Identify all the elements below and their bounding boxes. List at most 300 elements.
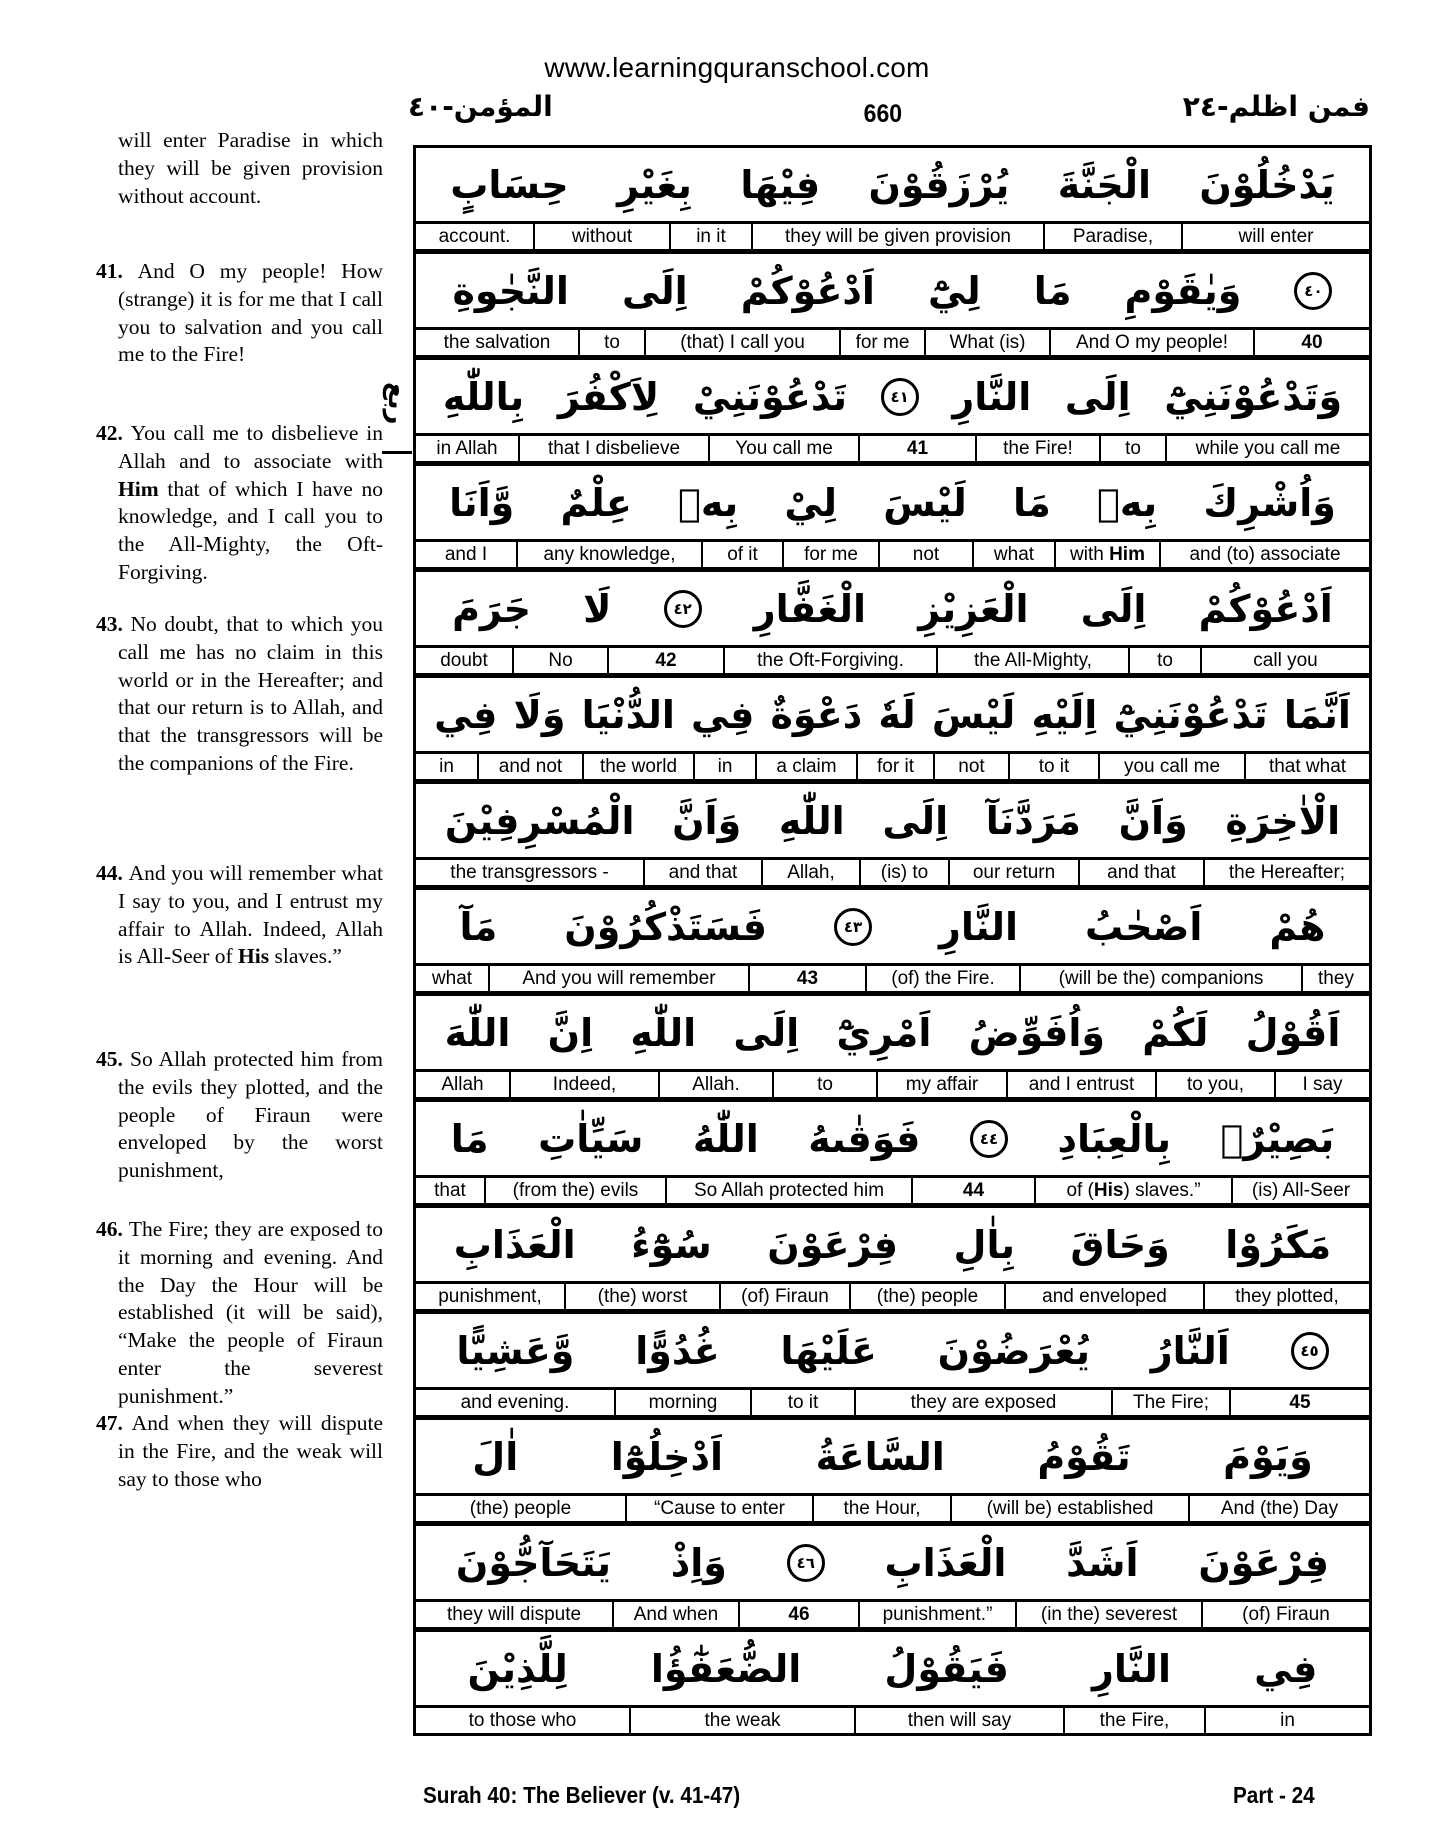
verse-row (416, 466, 1369, 572)
emphasis-text: Him (1109, 544, 1145, 565)
word-translation-cell (1080, 860, 1205, 885)
arabic-word: فَيَقُوْلُ (884, 1646, 1009, 1691)
word-translation-cell (416, 1178, 486, 1203)
arabic-word: اللّٰهِ (630, 1010, 697, 1055)
translation-text: account. (438, 226, 511, 247)
arabic-word: اِلَى (1080, 586, 1147, 631)
arabic-word: بِاللّٰهِ (442, 374, 525, 419)
arabic-word: اللّٰهَ (444, 1010, 511, 1055)
arabic-line (416, 254, 1369, 330)
word-translation-cell (1203, 1602, 1369, 1627)
arabic-word: اَصْحٰبُ (1084, 904, 1203, 949)
arabic-word: اَنَّمَا (1283, 692, 1351, 737)
translation-text: to (604, 332, 620, 353)
word-translation-cell (1006, 1284, 1205, 1309)
arabic-word: وَتَدْعُوْنَنِيْٓ (1164, 374, 1343, 419)
arabic-line (416, 466, 1369, 542)
word-translation-cell (974, 542, 1056, 567)
verse-number: 46. (96, 1217, 129, 1241)
translation-text: and evening. (460, 1392, 570, 1413)
arabic-word: وَيَوْمَ (1223, 1434, 1313, 1479)
verse-text: slaves.” (269, 944, 342, 969)
rub-marker-icon: ربع (382, 355, 412, 454)
verse-number: 41. (96, 259, 138, 283)
english-verse (96, 860, 384, 971)
translation-text: then will say (907, 1710, 1012, 1731)
word-translation-cell (753, 224, 1045, 249)
arabic-word: لِيْ (784, 480, 838, 525)
verse-row (416, 784, 1369, 890)
arabic-word: اَدْعُوْكُمْ (1198, 586, 1333, 631)
arabic-word: مَرَدَّنَآ (985, 798, 1081, 843)
word-translation-cell (1065, 1708, 1206, 1733)
translation-text: You call me (735, 438, 833, 459)
arabic-word: وَاُفَوِّضُ (968, 1010, 1106, 1055)
translation-text: of ( (1066, 1180, 1094, 1201)
verse-number-cell (1231, 1390, 1369, 1415)
translation-text: and that (1107, 862, 1176, 883)
arabic-word: لِلَّذِيْنَ (467, 1646, 568, 1691)
word-translation-cell (977, 436, 1101, 461)
verse-text: The Fire; they are exposed to it morning and evening. And the Day the Hour will be established (it will be said), “Make the people of Firaun enter the severest punishment.” (118, 1217, 383, 1408)
word-translation-cell (416, 648, 514, 673)
verse-number-cell (609, 648, 725, 673)
word-translation-cell (660, 1072, 774, 1097)
english-verse (96, 611, 383, 778)
arabic-word: وَيٰقَوْمِ (1124, 268, 1242, 313)
website-url: www.learningquranschool.com (544, 52, 930, 83)
verse-row (416, 890, 1369, 996)
arabic-line (416, 360, 1369, 436)
arabic-word: لَيْسَ (883, 480, 967, 525)
word-translation-cell (616, 1390, 752, 1415)
translation-text: while you call me (1195, 438, 1341, 459)
arabic-word: تَدْعُوْنَنِيْٓ (1113, 692, 1268, 737)
translation-text: they (1318, 968, 1354, 989)
word-translation-cell (627, 1496, 814, 1521)
arabic-word: مَا (1033, 268, 1072, 313)
translation-text: And when (633, 1604, 719, 1625)
word-translation-cell (1183, 224, 1369, 249)
translation-text: and enveloped (1042, 1286, 1167, 1307)
translation-text: 46 (788, 1604, 810, 1625)
word-translation-cell (584, 754, 695, 779)
english-verse (96, 1046, 383, 1185)
translation-text: to (817, 1074, 833, 1095)
word-translation-cell (1205, 860, 1369, 885)
translation-text: the Fire, (1099, 1710, 1170, 1731)
word-translation-cell (1233, 1178, 1369, 1203)
translation-text: punishment, (438, 1286, 542, 1307)
word-translation-cell (416, 224, 535, 249)
verse-number-cell (750, 966, 867, 991)
arabic-word: الْجَنَّةَ (1057, 162, 1152, 207)
translation-text: No (548, 650, 573, 671)
translation-text: to it (787, 1392, 819, 1413)
ayah-end-marker-icon: ٤٢ (664, 590, 702, 628)
translation-text: they will dispute (446, 1604, 582, 1625)
translation-text: (of) Firaun (741, 1286, 829, 1307)
word-translation-cell (703, 542, 784, 567)
translation-text: and not (498, 756, 563, 777)
word-translation-cell (950, 860, 1080, 885)
translation-text: and I entrust (1028, 1074, 1135, 1095)
verse-text: You call me to disbelieve in Allah and to associate with (118, 421, 383, 473)
word-translation-cell (1202, 648, 1369, 673)
english-verse (96, 1216, 383, 1411)
word-translation-cell (416, 1496, 627, 1521)
word-translation-cell (774, 1072, 878, 1097)
translation-text: (of) Firaun (1242, 1604, 1330, 1625)
translation-text: my affair (905, 1074, 979, 1095)
word-translation-cell (725, 648, 938, 673)
emphasis-text: Him (118, 476, 159, 501)
word-translation-cell (631, 1708, 856, 1733)
ayah-end-marker-icon: ٤٦ (787, 1544, 825, 1582)
arabic-word: وَاَنَّ (1118, 798, 1188, 843)
verse-row (416, 1102, 1369, 1208)
arabic-word: يُعْرَضُوْنَ (937, 1328, 1091, 1373)
arabic-word: وَّعَشِيًّا (456, 1328, 575, 1373)
word-translation-cell (757, 754, 858, 779)
translation-text: that (434, 1180, 466, 1201)
word-translation-cell (1246, 754, 1369, 779)
translation-text: what (431, 968, 473, 989)
translation-text: without (571, 226, 633, 247)
arabic-word: الْعَزِيْزِ (918, 586, 1029, 631)
translation-text: to (1125, 438, 1141, 459)
arabic-word: مَكَرُوْا (1225, 1222, 1332, 1267)
emphasis-text: His (238, 944, 270, 969)
arabic-word: لَيْسَ (931, 692, 1016, 737)
translation-text: the Oft-Forgiving. (757, 650, 904, 671)
arabic-word: اٰلَ (472, 1434, 519, 1479)
word-translation-cell (416, 1602, 614, 1627)
word-translation-cell (1017, 1602, 1203, 1627)
translation-text: the world (599, 756, 678, 777)
word-translation-cell (1157, 1072, 1276, 1097)
arabic-line (416, 148, 1369, 224)
word-translation-cell (763, 860, 861, 885)
arabic-word: الْمُسْرِفِيْنَ (444, 798, 635, 843)
word-translation-cell (645, 860, 763, 885)
arabic-word: لَكُمْ (1142, 1010, 1209, 1055)
translation-text: that what (1268, 756, 1347, 777)
word-translation-cell (856, 1708, 1065, 1733)
word-translation-cell (518, 542, 703, 567)
translation-line (416, 542, 1369, 572)
translation-text: the All-Mighty, (974, 650, 1092, 671)
word-translation-cell (1130, 648, 1202, 673)
arabic-word: فِرْعَوْنَ (767, 1222, 899, 1267)
word-translation-cell (1190, 1496, 1369, 1521)
word-translation-cell (1036, 1178, 1233, 1203)
word-translation-cell (1276, 1072, 1369, 1097)
arabic-word: بِهٖ (1097, 480, 1158, 525)
verse-number: 42. (96, 421, 131, 445)
translation-text: in (717, 756, 733, 777)
verse-row (416, 572, 1369, 678)
translation-line (416, 1178, 1369, 1208)
arabic-word: الْعَذَابِ (453, 1222, 576, 1267)
ayah-end-marker-icon: ٤١ (881, 378, 919, 416)
translation-text: (is) All-Seer (1251, 1180, 1351, 1201)
translation-line (416, 436, 1369, 466)
arabic-word: غُدُوًّا (635, 1328, 720, 1373)
arabic-word: الْاٰخِرَةِ (1225, 798, 1341, 843)
word-translation-cell (867, 966, 1021, 991)
translation-text: and (to) associate (1189, 544, 1341, 565)
translation-text: to you, (1186, 1074, 1245, 1095)
arabic-word: بِغَيْرِ (617, 162, 692, 207)
translation-text: Indeed, (552, 1074, 617, 1095)
translation-text: (the) people (469, 1498, 572, 1519)
arabic-line (416, 890, 1369, 966)
arabic-word: فِي (691, 692, 755, 737)
translation-text: in (1280, 1710, 1295, 1731)
translation-line (416, 754, 1369, 784)
arabic-word: بِاٰلِ (953, 1222, 1016, 1267)
translation-text: the weak (704, 1710, 781, 1731)
ayah-end-marker-icon: ٤٠ (1294, 272, 1332, 310)
word-translation-cell (1100, 754, 1246, 779)
arabic-word: عَلَيْهَا (780, 1328, 877, 1373)
arabic-word: سَيِّاٰتِ (538, 1116, 644, 1161)
word-translation-cell (1303, 966, 1369, 991)
word-translation-cell (1113, 1390, 1231, 1415)
arabic-line (416, 1208, 1369, 1284)
arabic-word: فِي (1254, 1646, 1318, 1691)
verse-number-cell (740, 1602, 860, 1627)
verse-row (416, 1314, 1369, 1420)
arabic-word: اللّٰهُ (692, 1116, 759, 1161)
verse-text: And you will remember what I say to you, and I entrust my affair to Allah. Indeed, Allah is All-Seer of (118, 861, 384, 969)
word-translation-cell (416, 1072, 511, 1097)
word-translation-cell (880, 542, 974, 567)
translation-text: 41 (906, 438, 929, 459)
part-name-arabic: فمن اظلم-٢٤ (1182, 90, 1370, 123)
verse-number: 47. (96, 1411, 132, 1435)
translation-line (416, 1708, 1369, 1733)
verse-number: 44. (96, 861, 129, 885)
translation-text: (in the) severest (1040, 1604, 1178, 1625)
arabic-word: النَّارِ (939, 904, 1018, 949)
translation-text: And O my people! (1075, 332, 1229, 353)
translation-text: in it (696, 226, 726, 247)
arabic-word: تَدْعُوْنَنِيْ (692, 374, 848, 419)
arabic-word: فَوَقٰىهُ (808, 1116, 921, 1161)
translation-text: (is) to (880, 862, 929, 883)
word-by-word-grid (413, 145, 1372, 1736)
translation-text: “Cause to enter (654, 1498, 785, 1519)
word-translation-cell (860, 1602, 1017, 1627)
ayah-end-marker-icon: ٤٥ (1291, 1332, 1329, 1370)
word-translation-cell (1021, 966, 1303, 991)
translation-text: not (958, 756, 985, 777)
word-translation-cell (814, 1496, 952, 1521)
word-translation-cell (535, 224, 671, 249)
word-translation-cell (1205, 1284, 1369, 1309)
arabic-word: الدُّنْيَا (581, 692, 675, 737)
translation-text: call you (1253, 650, 1318, 671)
arabic-word: وَاِذْ (670, 1540, 727, 1585)
word-translation-cell (784, 542, 880, 567)
arabic-word: النَّارِ (1092, 1646, 1171, 1691)
translation-text: and I (444, 544, 488, 565)
translation-text: (that) I call you (680, 332, 805, 353)
verse-number-cell (860, 436, 977, 461)
arabic-line (416, 784, 1369, 860)
arabic-word: يُرْزَقُوْنَ (868, 162, 1010, 207)
translation-text: with (1070, 544, 1110, 565)
translation-text: the Hour, (843, 1498, 921, 1519)
word-translation-cell (1101, 436, 1167, 461)
verse-number: 45. (96, 1047, 130, 1071)
surah-name-arabic: المؤمن-٤٠ (408, 90, 553, 123)
word-translation-cell (479, 754, 584, 779)
translation-text: for me (804, 544, 858, 565)
arabic-word: الْعَذَابِ (884, 1540, 1007, 1585)
word-translation-cell (614, 1602, 740, 1627)
word-translation-cell (490, 966, 750, 991)
word-translation-cell (926, 330, 1051, 355)
emphasis-text: His (1093, 1180, 1124, 1201)
ayah-end-marker-icon: ٤٤ (970, 1120, 1008, 1158)
arabic-word: فِرْعَوْنَ (1198, 1540, 1330, 1585)
arabic-word: دَعْوَةٌ (770, 692, 863, 737)
word-translation-cell (1010, 754, 1100, 779)
translation-text: Allah. (692, 1074, 740, 1095)
word-translation-cell (416, 1390, 616, 1415)
word-translation-cell (878, 1072, 1008, 1097)
arabic-word: بِالْعِبَادِ (1057, 1116, 1172, 1161)
translation-text: (the) worst (597, 1286, 688, 1307)
arabic-word: اَدْعُوْكُمْ (740, 268, 875, 313)
word-translation-cell (841, 330, 926, 355)
arabic-word: النَّارِ (952, 374, 1032, 419)
arabic-word: اِنَّ (547, 1010, 594, 1055)
word-translation-cell (1206, 1708, 1369, 1733)
english-verse (96, 420, 383, 587)
translation-text: the Fire! (1003, 438, 1073, 459)
translation-text: (from the) evils (512, 1180, 639, 1201)
verse-number: 43. (96, 612, 131, 636)
arabic-line (416, 1314, 1369, 1390)
word-translation-cell (416, 330, 580, 355)
translation-text: in (439, 756, 454, 777)
verse-text: So Allah protected him from the evils they plotted, and the people of Firaun were enveloped by the worst punishment, (118, 1047, 383, 1183)
arabic-word: لِاَكْفُرَ (557, 374, 660, 419)
translation-text: morning (648, 1392, 718, 1413)
arabic-word: يَتَحَآجُّوْنَ (455, 1540, 611, 1585)
translation-line (416, 330, 1369, 360)
word-translation-cell (1008, 1072, 1157, 1097)
translation-text: 43 (796, 968, 819, 989)
translation-line (416, 224, 1369, 254)
arabic-word: وَاَنَّ (672, 798, 742, 843)
word-translation-cell (580, 330, 646, 355)
arabic-word: مَآ (459, 904, 498, 949)
arabic-word: لِيْٓ (927, 268, 981, 313)
translation-line (416, 1072, 1369, 1102)
ayah-end-marker-icon: ٤٣ (834, 908, 872, 946)
word-translation-cell (1051, 330, 1255, 355)
word-translation-cell (416, 966, 490, 991)
translation-line (416, 648, 1369, 678)
word-translation-cell (416, 860, 645, 885)
translation-text: the salvation (443, 332, 551, 353)
verse-row (416, 148, 1369, 254)
translation-text: our return (972, 862, 1056, 883)
translation-text: (the) people (876, 1286, 979, 1307)
verse-row (416, 1526, 1369, 1632)
translation-line (416, 860, 1369, 890)
arabic-word: اِلَى (882, 798, 949, 843)
word-translation-cell (710, 436, 860, 461)
translation-text: for me (855, 332, 910, 353)
verse-text: will enter Paradise in which they will be given provision without account. (118, 128, 383, 208)
translation-text: a claim (776, 756, 837, 777)
word-translation-cell (952, 1496, 1190, 1521)
arabic-word: لَا (583, 586, 612, 631)
word-translation-cell (1045, 224, 1183, 249)
arabic-word: جَرَمَ (452, 586, 531, 631)
translation-text: So Allah protected him (693, 1180, 885, 1201)
word-translation-cell (486, 1178, 667, 1203)
verse-row (416, 360, 1369, 466)
translation-text: And you will remember (522, 968, 716, 989)
translation-text: that I disbelieve (547, 438, 681, 459)
arabic-line (416, 678, 1369, 754)
translation-text: what (993, 544, 1035, 565)
translation-line (416, 1496, 1369, 1526)
word-translation-cell (935, 754, 1010, 779)
word-translation-cell (416, 436, 520, 461)
translation-text: and that (668, 862, 738, 883)
word-translation-cell (861, 860, 950, 885)
arabic-word: فِيْهَا (740, 162, 821, 207)
arabic-line (416, 996, 1369, 1072)
verse-number-cell (913, 1178, 1036, 1203)
translation-text: they are exposed (910, 1392, 1057, 1413)
word-translation-cell (856, 1390, 1113, 1415)
translation-line (416, 1284, 1369, 1314)
translation-text: they plotted, (1235, 1286, 1339, 1307)
translation-text: the Hereafter; (1228, 862, 1346, 883)
english-verse (118, 127, 383, 210)
translation-line (416, 1602, 1369, 1632)
translation-text: Allah (441, 1074, 484, 1095)
translation-line (416, 1390, 1369, 1420)
translation-text: (will be) established (986, 1498, 1154, 1519)
translation-text: will enter (1238, 226, 1314, 247)
word-translation-cell (646, 330, 841, 355)
arabic-word: حِسَابٍ (450, 162, 569, 207)
arabic-word: بِهٖ (678, 480, 739, 525)
word-translation-cell (1161, 542, 1369, 567)
arabic-word: اِلَى (733, 1010, 800, 1055)
verse-text: No doubt, that to which you call me has no claim in this world or in the Hereafter; and that our return is to Allah, and that the transgressors will be the companions of the Fire. (118, 612, 383, 775)
arabic-word: فَسَتَذْكُرُوْنَ (564, 904, 768, 949)
translation-text: And (the) Day (1220, 1498, 1339, 1519)
word-translation-cell (721, 1284, 851, 1309)
word-translation-cell (566, 1284, 721, 1309)
arabic-word: اَشَدَّ (1066, 1540, 1139, 1585)
verse-text: And O my people! How (strange) it is for me that I call you to salvation and you call me to the Fire! (118, 259, 383, 367)
translation-text: the transgressors - (450, 862, 609, 883)
verse-row (416, 254, 1369, 360)
translation-text: doubt (440, 650, 488, 671)
